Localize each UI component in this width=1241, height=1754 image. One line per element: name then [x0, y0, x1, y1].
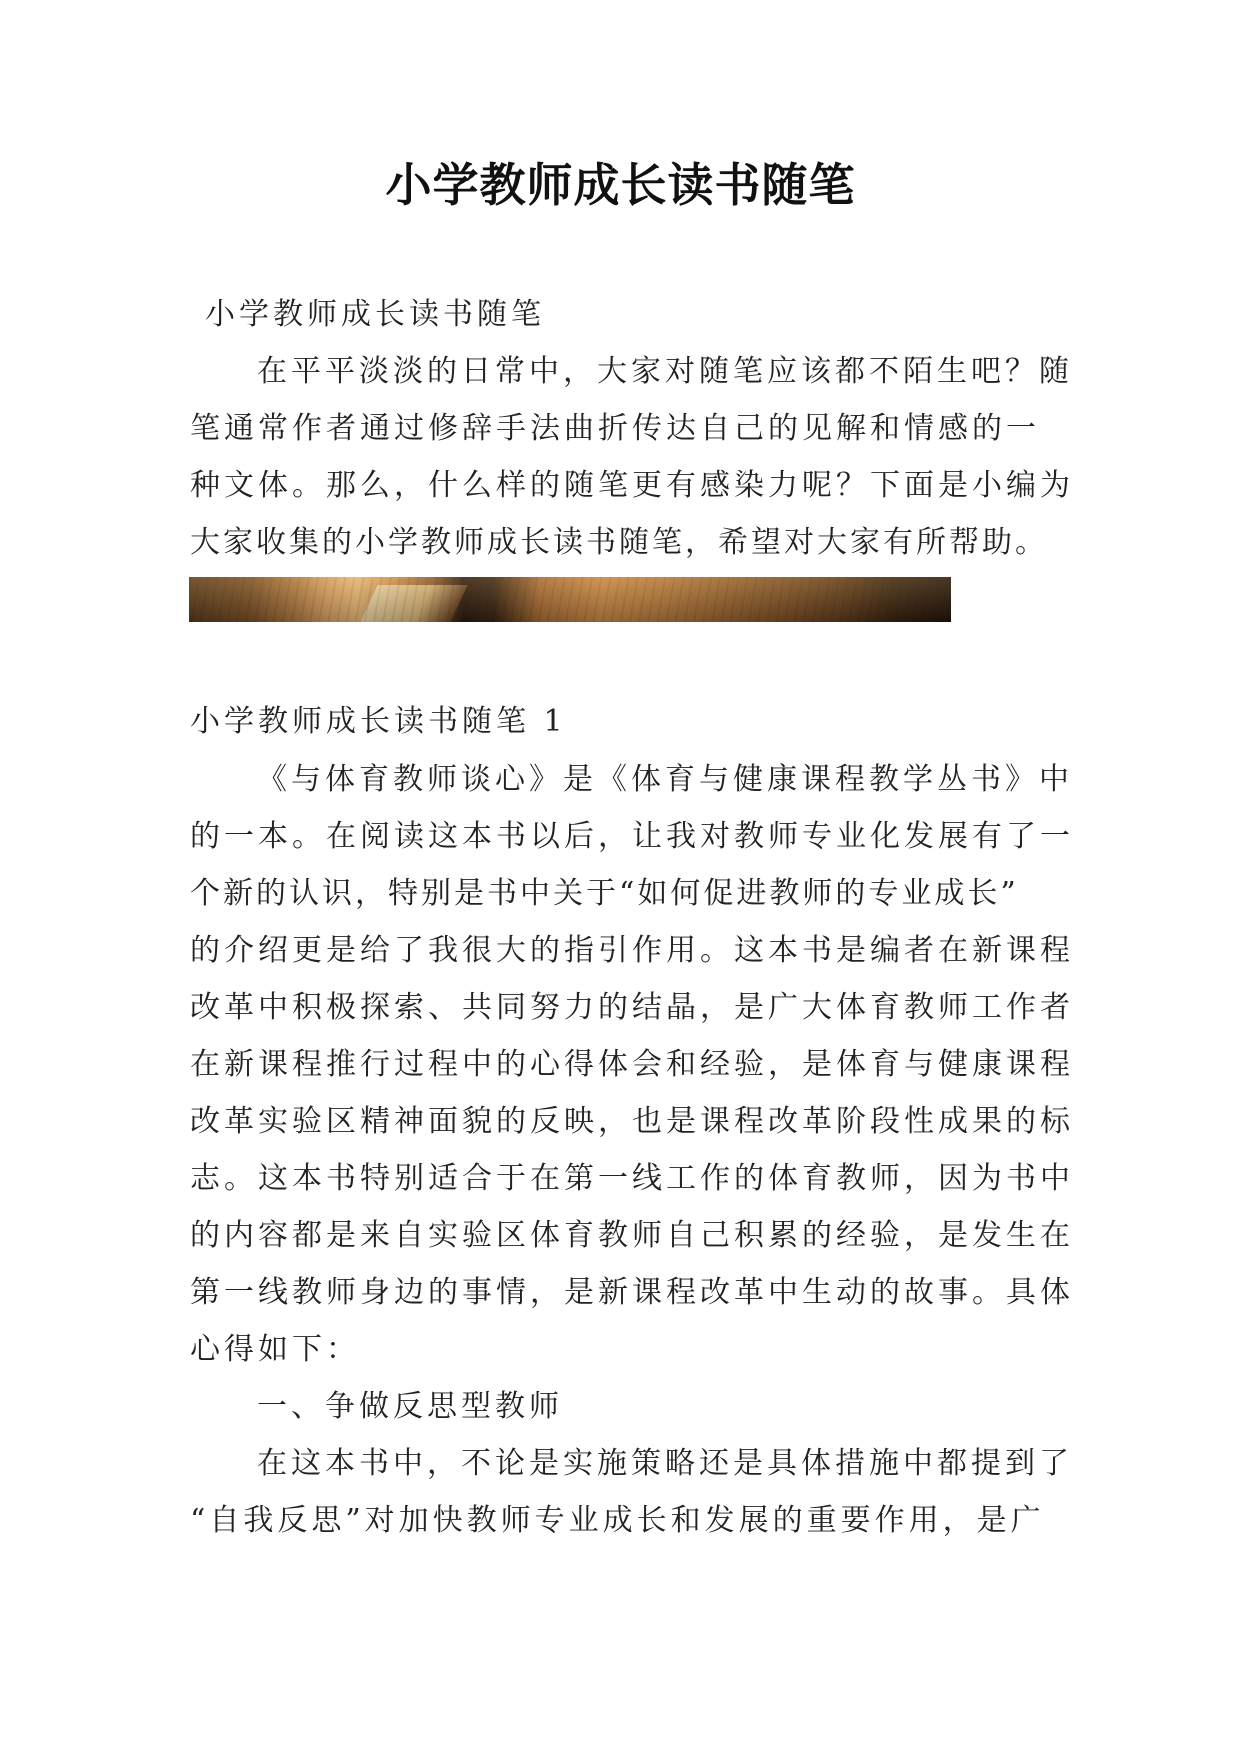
intro-line: 笔通常作者通过修辞手法曲折传达自己的见解和情感的一: [190, 411, 1040, 446]
paragraph-line: 的介绍更是给了我很大的指引作用。这本书是编者在新课程: [190, 933, 1074, 968]
paragraph-line: 第一线教师身边的事情，是新课程改革中生动的故事。具体: [190, 1275, 1074, 1310]
subheading: 一、争做反思型教师: [257, 1389, 563, 1424]
intro-line: 大家收集的小学教师成长读书随笔，希望对大家有所帮助。: [190, 525, 1048, 560]
paragraph-line: 志。这本书特别适合于在第一线工作的体育教师，因为书中: [190, 1161, 1074, 1196]
paragraph-line: 的内容都是来自实验区体育教师自己积累的经验，是发生在: [190, 1218, 1074, 1253]
paragraph-line: 《与体育教师谈心》是《体育与健康课程教学丛书》中: [257, 762, 1073, 797]
paragraph-line: “自我反思”对加快教师专业成长和发展的重要作用，是广: [190, 1503, 1045, 1538]
paragraph-line: 在新课程推行过程中的心得体会和经验，是体育与健康课程: [190, 1047, 1074, 1082]
intro-heading: 小学教师成长读书随笔: [205, 297, 545, 332]
document-title: 小学教师成长读书随笔: [385, 158, 856, 212]
article-photo: [189, 577, 951, 622]
intro-line: 在平平淡淡的日常中，大家对随笔应该都不陌生吧？随: [257, 354, 1073, 389]
paragraph-line: 改革中积极探索、共同努力的结晶，是广大体育教师工作者: [190, 990, 1074, 1025]
intro-line: 种文体。那么，什么样的随笔更有感染力呢？下面是小编为: [190, 468, 1074, 503]
paragraph-line: 心得如下：: [190, 1332, 360, 1367]
paragraph-line: 改革实验区精神面貌的反映，也是课程改革阶段性成果的标: [190, 1104, 1074, 1139]
paragraph-line: 的一本。在阅读这本书以后，让我对教师专业化发展有了一: [190, 819, 1074, 854]
paragraph-line: 个新的认识，特别是书中关于“如何促进教师的专业成长”: [190, 876, 1019, 911]
paragraph-line: 在这本书中，不论是实施策略还是具体措施中都提到了: [257, 1446, 1073, 1481]
section-heading: 小学教师成长读书随笔 1: [190, 704, 567, 739]
